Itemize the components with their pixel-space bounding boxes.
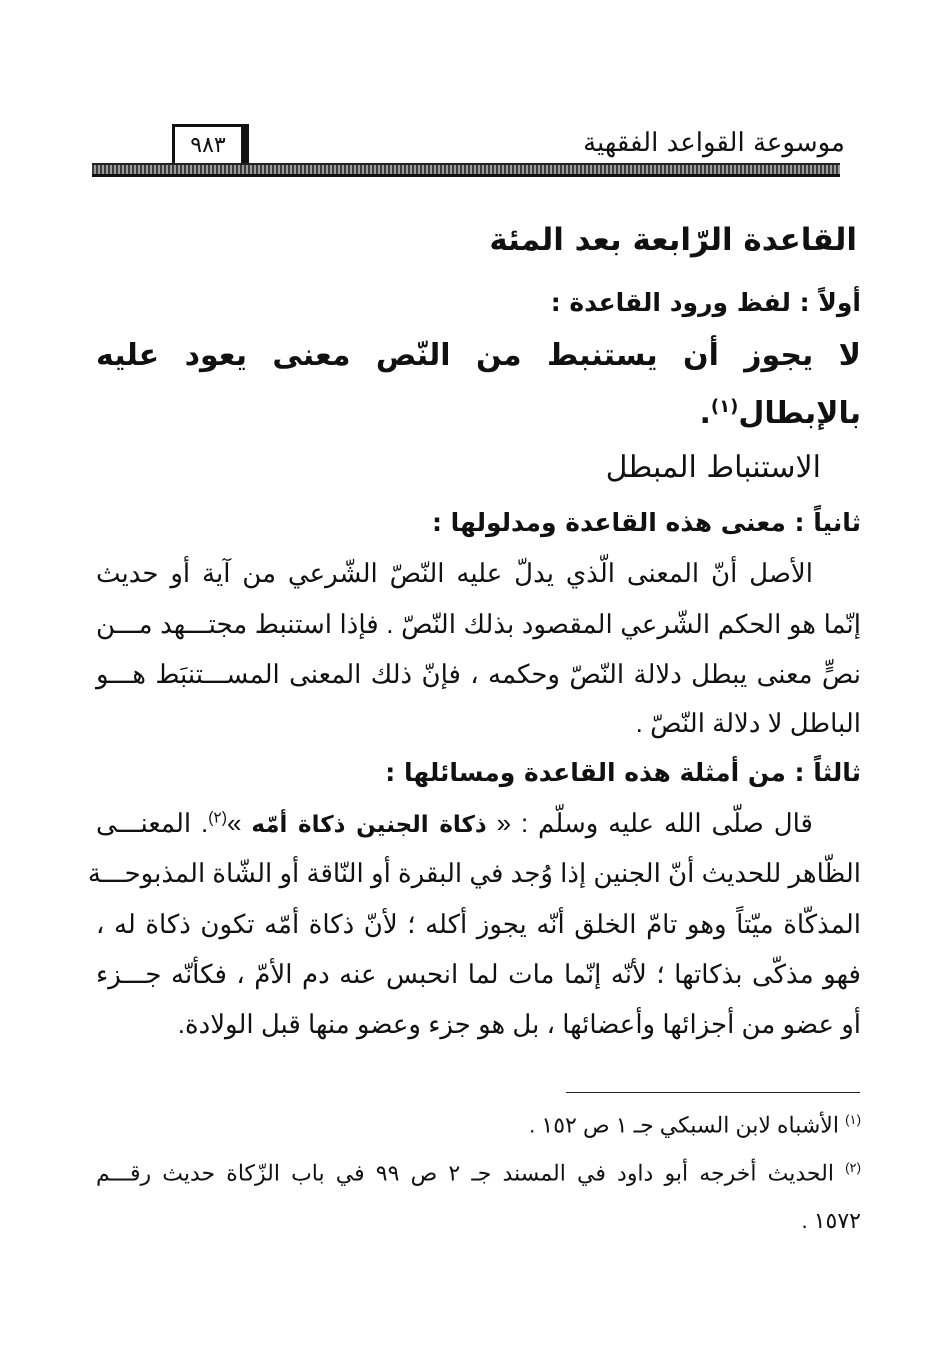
rule-heading: القاعدة الرّابعة بعد المئة — [489, 222, 857, 258]
footnote-1 — [529, 1112, 861, 1138]
examples-line-5: أو عضو من أجزائها وأعضائها ، بل هو جزء وعضو منها قبل الولادة. — [177, 1009, 861, 1039]
examples-line-1-close: » — [226, 808, 252, 838]
meaning-line-3: نصٍّ معنى يبطل دلالة النّصّ وحكمه ، فإنّ ذلك المعنى المســـتنبَط هـــو — [96, 659, 861, 689]
examples-line-1-start: قال صلّى الله عليه وسلّم : « — [486, 808, 813, 838]
header-rule — [92, 163, 840, 177]
meaning-line-1: الأصل أنّ المعنى الّذي يدلّ عليه النّصّ الشّرعي من آية أو حديث — [96, 558, 813, 588]
footnote-2-text: الحديث أخرجه أبو داود في المسند جـ ٢ ص ٩٩ في باب الزّكاة حديث رقـــم — [96, 1160, 834, 1186]
section-heading-examples: ثالثاً : من أمثلة هذه القاعدة ومسائلها : — [385, 758, 861, 787]
meaning-line-2: إنّما هو الحكم الشّرعي المقصود بذلك النّصّ . فإذا استنبط مجتـــهد مـــن — [96, 609, 861, 639]
examples-line-1 — [96, 808, 813, 839]
rule-subtitle: الاستنباط المبطل — [605, 450, 821, 485]
footnote-1-marker: (١) — [845, 1112, 861, 1127]
examples-line-2: الظّاهر للحديث أنّ الجنين إذا وُجد في البقرة أو النّاقة أو الشّاة المذبوحـــة — [87, 858, 861, 888]
rule-statement-period: . — [699, 396, 711, 431]
examples-line-1-end: . المعنـــى — [96, 808, 209, 838]
running-header-title: موسوعة القواعد الفقهية — [583, 128, 845, 158]
footnote-2-marker: (٢) — [845, 1160, 861, 1175]
examples-line-3: المذكّاة ميّتاً وهو تامّ الخلق أنّه يجوز أكله ؛ لأنّ ذكاة أمّه تكون ذكاة له ، — [96, 909, 861, 939]
footnote-ref-2: (٢) — [208, 809, 227, 827]
footnote-2 — [96, 1160, 861, 1186]
footnote-1-text: الأشباه لابن السبكي جـ ١ ص ١٥٢ . — [529, 1112, 839, 1138]
rule-statement-line-2 — [699, 396, 861, 431]
hadith-quote: ذكاة الجنين ذكاة أمّه — [251, 812, 487, 838]
meaning-line-4: الباطل لا دلالة النّصّ . — [635, 708, 861, 738]
section-heading-meaning: ثانياً : معنى هذه القاعدة ومدلولها : — [431, 508, 861, 537]
footnote-ref-1: (١) — [710, 396, 739, 417]
page-number-text: ٩٨٣ — [190, 132, 226, 158]
rule-statement-end: بالإبطال — [738, 396, 861, 431]
page-number — [172, 124, 244, 166]
rule-statement-line-1: لا يجوز أن يستنبط من النّص معنى يعود عليه — [96, 338, 861, 373]
footnote-separator — [566, 1092, 860, 1093]
section-heading-wording: أولاً : لفظ ورود القاعدة : — [550, 288, 861, 317]
footnote-2-continuation: ١٥٧٢ . — [801, 1208, 861, 1233]
examples-line-4: فهو مذكّى بذكاتها ؛ لأنّه إنّما مات لما انحبس عنه دم الأمّ ، فكأنّه جـــزء — [96, 959, 861, 989]
